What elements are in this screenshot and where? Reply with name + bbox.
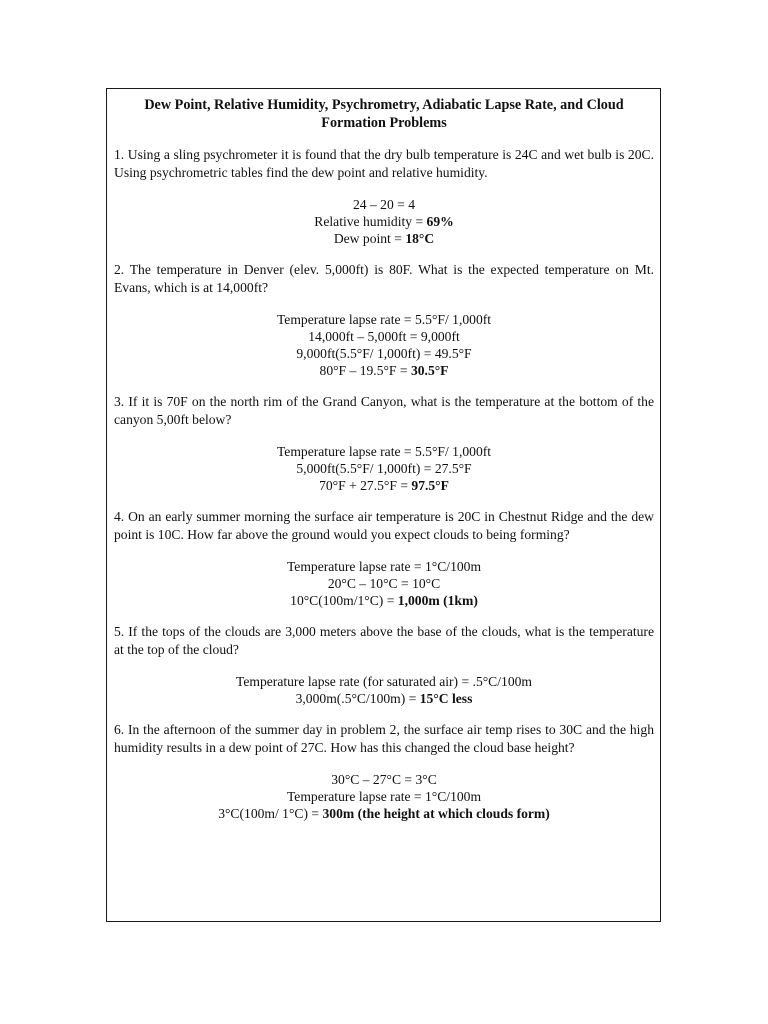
problem-6 <box>114 721 654 822</box>
problem-answer <box>114 673 654 707</box>
problem-2 <box>114 261 654 379</box>
answer-line: 24 – 20 = 4 <box>352 197 416 212</box>
answer-line: 70°F + 27.5°F = 97.5°F <box>319 478 449 493</box>
problem-question: 3. If it is 70F on the north rim of the Grand Canyon, what is the temperature at the bottom of the canyon 5,00ft below? <box>114 394 654 427</box>
problem-4 <box>114 508 654 609</box>
problem-question: 5. If the tops of the clouds are 3,000 meters above the base of the clouds, what is the temperature at the top of the cloud? <box>114 624 654 657</box>
document-page <box>106 88 661 922</box>
problem-1 <box>114 146 654 247</box>
problem-question: 6. In the afternoon of the summer day in problem 2, the surface air temp rises to 30C and the high humidity results in a dew point of 27C. How has this changed the cloud base height? <box>114 722 654 755</box>
problem-answer <box>114 196 654 247</box>
answer-line: 9,000ft(5.5°F/ 1,000ft) = 49.5°F <box>296 346 472 361</box>
answer-line: 3°C(100m/ 1°C) = 300m (the height at which clouds form) <box>218 806 550 821</box>
answer-line: 20°C – 10°C = 10°C <box>327 576 441 591</box>
answer-line: 14,000ft – 5,000ft = 9,000ft <box>308 329 460 344</box>
answer-line: Temperature lapse rate = 1°C/100m <box>286 559 482 574</box>
answer-line: Dew point = 18°C <box>333 231 435 246</box>
problem-3 <box>114 393 654 494</box>
problem-5 <box>114 623 654 707</box>
answer-line: 5,000ft(5.5°F/ 1,000ft) = 27.5°F <box>296 461 472 476</box>
answer-line: Temperature lapse rate = 5.5°F/ 1,000ft <box>276 444 492 459</box>
answer-line: 10°C(100m/1°C) = 1,000m (1km) <box>290 593 478 608</box>
problem-question: 4. On an early summer morning the surface air temperature is 20C in Chestnut Ridge and the dew point is 10C. How far above the ground would you expect clouds to being forming? <box>114 509 654 542</box>
answer-line: 30°C – 27°C = 3°C <box>331 772 437 787</box>
document-title: Dew Point, Relative Humidity, Psychrometry, Adiabatic Lapse Rate, and Cloud Formation Problems <box>144 97 624 131</box>
answer-line: 80°F – 19.5°F = 30.5°F <box>319 363 449 378</box>
problem-answer <box>114 311 654 379</box>
answer-line: 3,000m(.5°C/100m) = 15°C less <box>295 691 473 706</box>
problem-question: 2. The temperature in Denver (elev. 5,000ft) is 80F. What is the expected temperature on Mt. Evans, which is at 14,000ft? <box>114 262 654 295</box>
problem-answer <box>114 558 654 609</box>
problem-answer <box>114 443 654 494</box>
answer-line: Relative humidity = 69% <box>314 214 454 229</box>
problem-question: 1. Using a sling psychrometer it is found that the dry bulb temperature is 24C and wet bulb is 20C. Using psychrometric tables find the dew point and relative humidity. <box>114 147 654 180</box>
answer-line: Temperature lapse rate = 1°C/100m <box>286 789 482 804</box>
answer-line: Temperature lapse rate = 5.5°F/ 1,000ft <box>276 312 492 327</box>
problem-answer <box>114 771 654 822</box>
answer-line: Temperature lapse rate (for saturated air) = .5°C/100m <box>236 674 532 689</box>
